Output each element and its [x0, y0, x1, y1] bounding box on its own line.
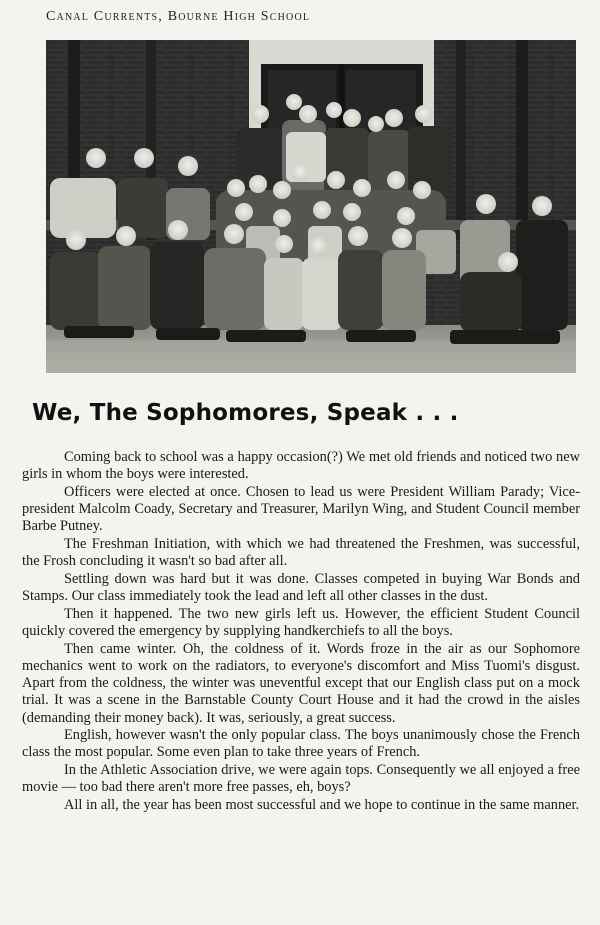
- paragraph: Coming back to school was a happy occasion(?) We met old friends and noticed two new girls in whom the boys were interested.: [22, 449, 580, 483]
- article-title: We, The Sophomores, Speak . . .: [32, 400, 459, 426]
- running-head: Canal Currents, Bourne High School: [46, 9, 311, 24]
- paragraph: Settling down was hard but it was done. Classes competed in buying War Bonds and Stamps. Our class immediately took the lead and left all other classes in the dust.: [22, 570, 580, 605]
- class-photo-image: [46, 40, 576, 373]
- paragraph: All in all, the year has been most successful and we hope to continue in the same manner.: [64, 797, 580, 814]
- paragraph: Officers were elected at once. Chosen to lead us were President William Parady; Vice-president Malcolm Coady, Secretary and Treasurer, Marilyn Wing, and Student Council member Barbe Putney.: [22, 483, 580, 535]
- paragraph: Then it happened. The two new girls left us. However, the efficient Student Council quickly covered the emergency by supplying handkerchiefs to all the boys.: [22, 605, 580, 640]
- article-body: [22, 449, 580, 815]
- paragraph: In the Athletic Association drive, we were again tops. Consequently we all enjoyed a free movie — too bad there aren't more free passes, eh, boys?: [22, 762, 580, 796]
- paragraph: Then came winter. Oh, the coldness of it. Words froze in the air as our Sophomore mechanics went to work on the radiators, to everyone's discomfort and Miss Tuomi's disgust. Apart from the coldness, the winter was uneventful except that our English class put on a mock trial. It was a scene in the Barnstable County Court House and it had the crowd in the aisles (demanding their money back). It was, seriously, a great success.: [22, 640, 580, 726]
- paragraph: The Freshman Initiation, with which we had threatened the Freshmen, was successful, the Frosh concluding it wasn't so bad after all.: [22, 536, 580, 570]
- paragraph: English, however wasn't the only popular class. The boys unanimously chose the French class the most popular. Some even plan to take three years of French.: [22, 727, 580, 761]
- class-group-photo: [46, 40, 576, 373]
